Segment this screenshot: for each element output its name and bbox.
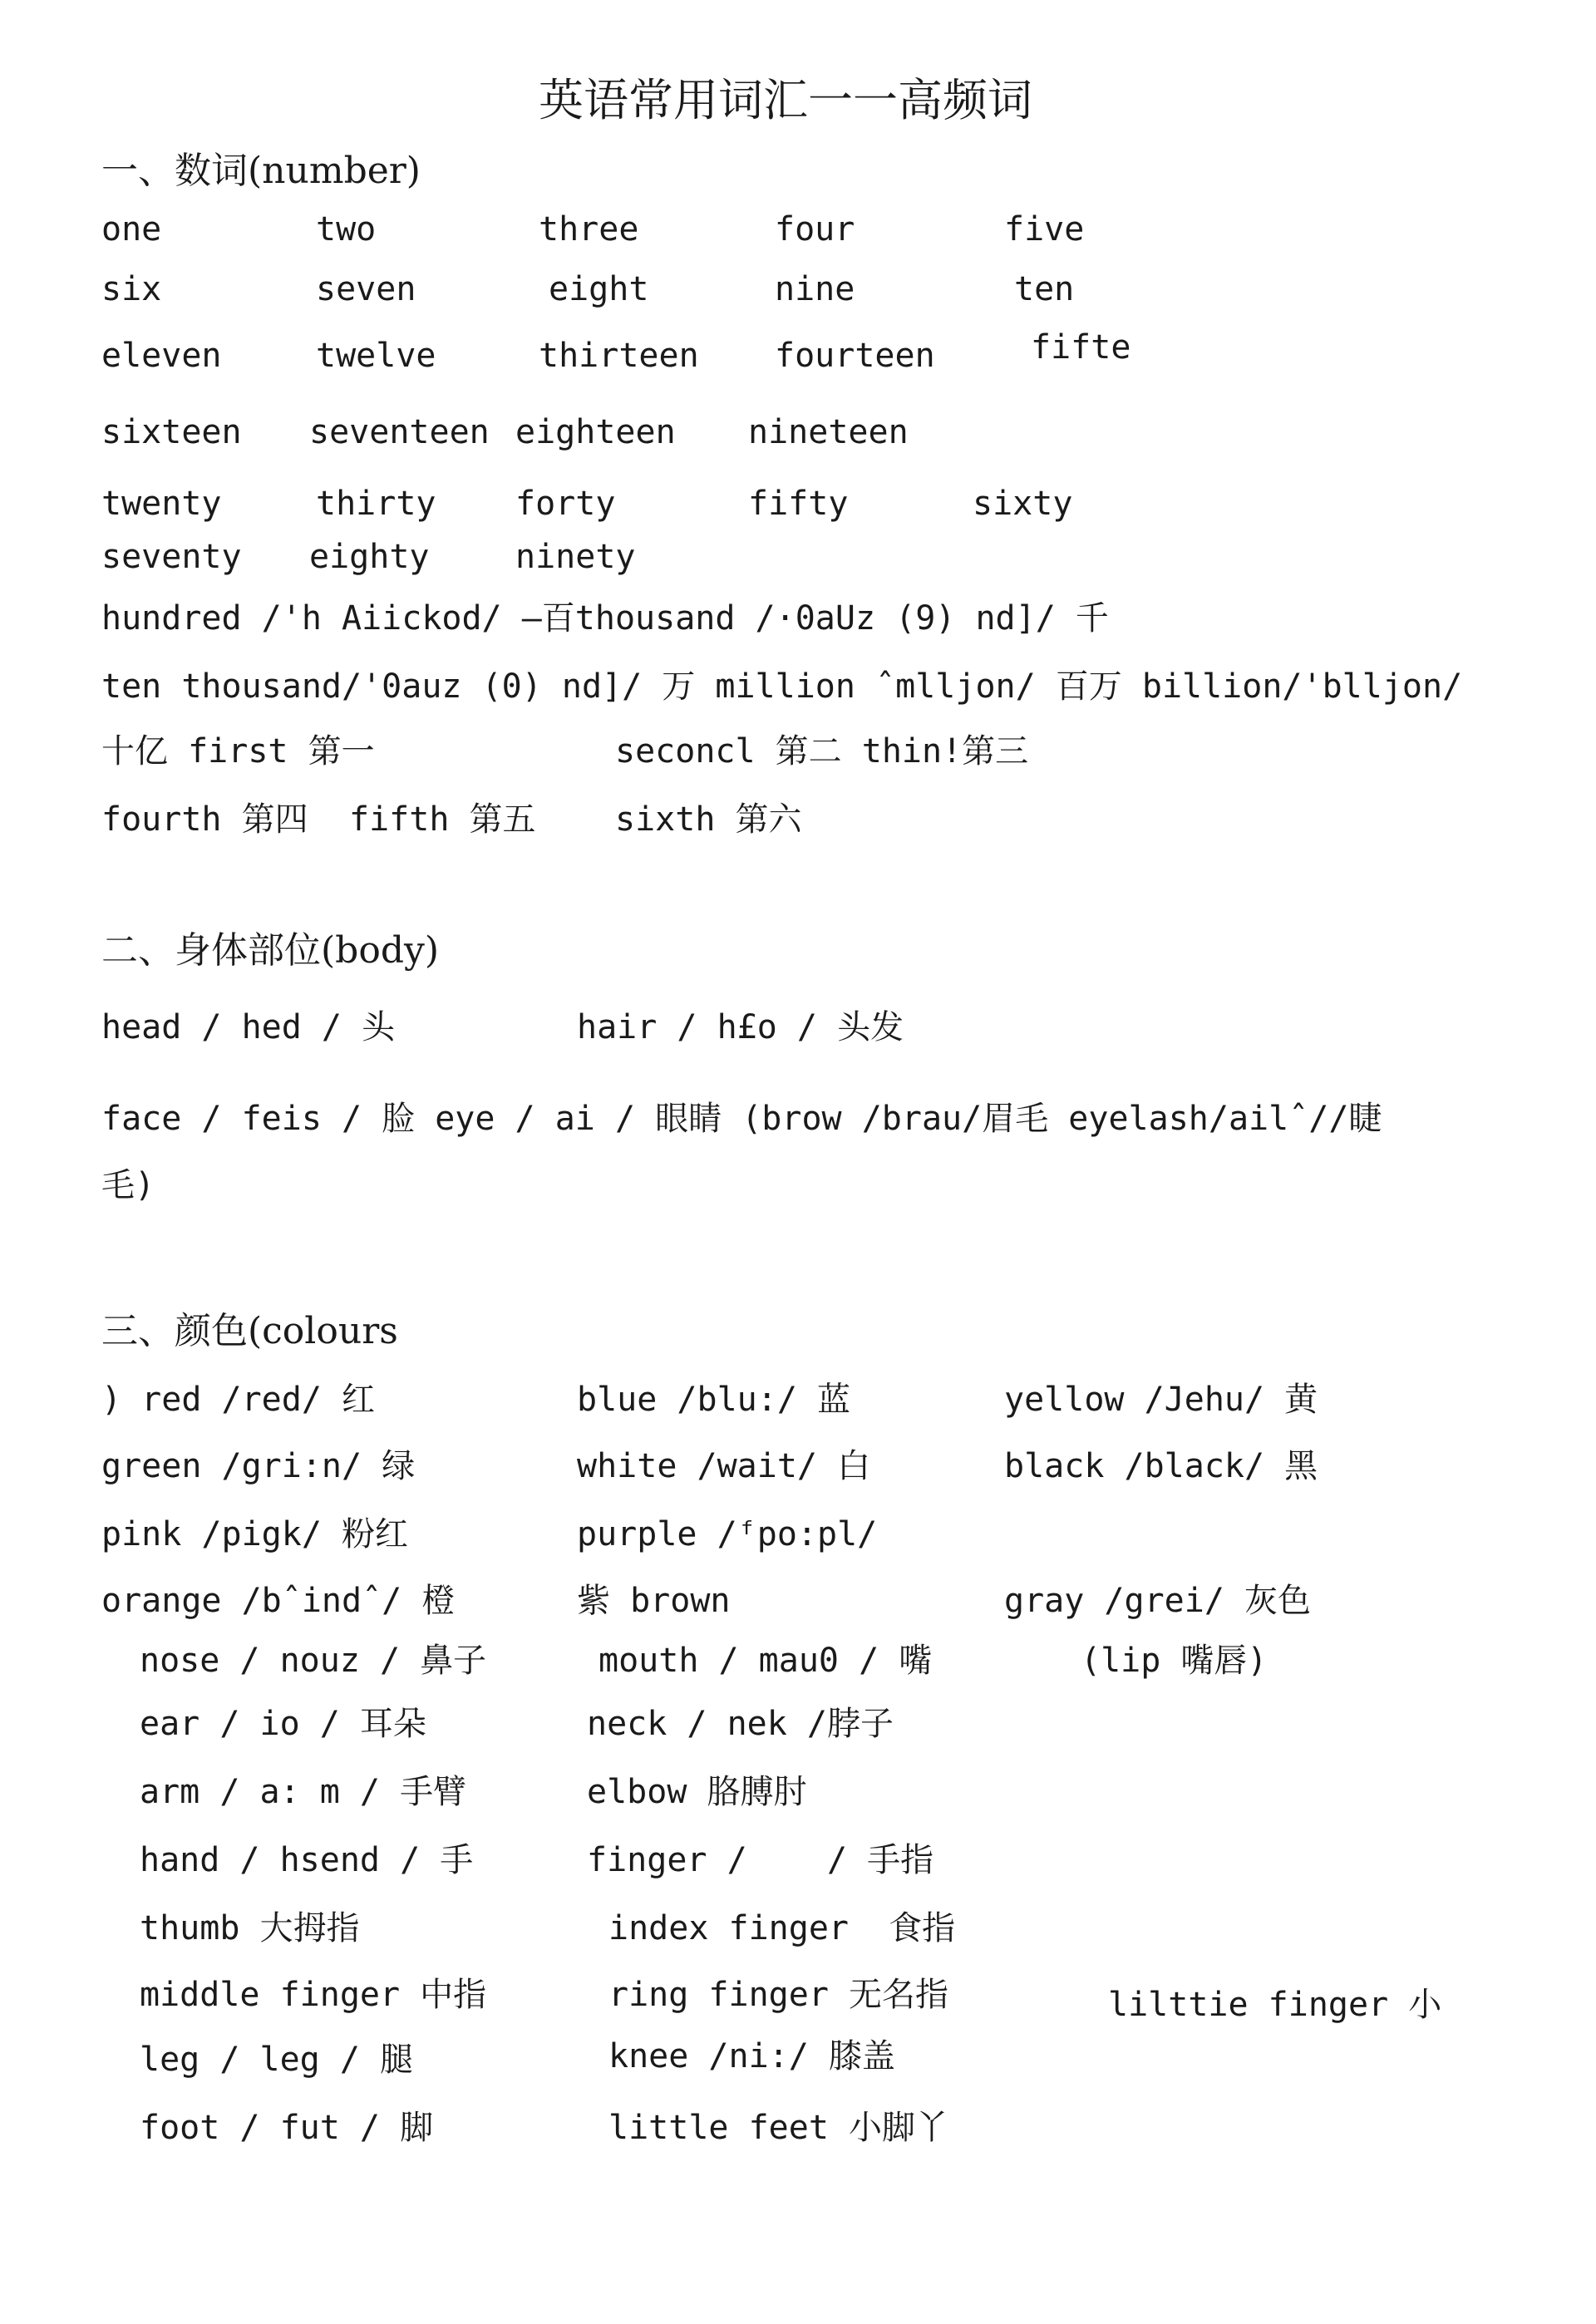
number-word: thirty [316, 485, 436, 523]
number-word: five [1004, 210, 1085, 249]
number-word: eighteen [515, 413, 676, 451]
body-part-entry: little feet 小脚丫 [608, 2109, 948, 2147]
body-part-entry: hand / hsend / 手 [140, 1841, 474, 1879]
colour-entry: 紫 brown [577, 1582, 731, 1620]
colour-entry: purple /ᶠpo:pl/ [577, 1515, 878, 1553]
number-line-ten-thousand: ten thousand/'0auz (0) nd]/ 万 million ˆmlljon/ 百万 billion/'blljon/ [101, 667, 1463, 706]
number-word: three [539, 210, 639, 249]
number-word: forty [515, 485, 616, 523]
number-word: twelve [316, 337, 436, 375]
colour-entry: pink /pigk/ 粉红 [101, 1515, 408, 1553]
ordinal-line: sixth 第六 [615, 800, 802, 839]
body-part-entry: ring finger 无名指 [608, 1976, 948, 2014]
ordinal-line: fifth 第五 [349, 800, 536, 839]
colour-entry: blue /blu:/ 蓝 [577, 1381, 850, 1419]
number-word: seventy [101, 538, 242, 576]
vocab-entry: head / hed / 头 [101, 1008, 396, 1046]
body-part-entry: neck / nek /脖子 [587, 1705, 894, 1743]
number-word: ten [1014, 270, 1075, 308]
vocab-line: face / feis / 脸 eye / ai / 眼睛 (brow /brau/眉毛 eyelash/ailˆ//睫 [101, 1100, 1382, 1138]
section-heading-body: 二、身体部位(body) [101, 929, 440, 972]
colour-entry: green /gri:n/ 绿 [101, 1447, 416, 1485]
colour-entry: black /black/ 黑 [1004, 1447, 1318, 1485]
number-word: fifte [1031, 328, 1131, 367]
ordinal-line: 十亿 first 第一 [101, 732, 375, 771]
body-part-entry: mouth / mau0 / 嘴 [598, 1642, 933, 1680]
number-word: twenty [101, 485, 222, 523]
number-word: nineteen [748, 413, 909, 451]
section-heading-colours: 三、颜色(colours [101, 1310, 398, 1352]
number-word: two [316, 210, 377, 249]
colour-entry: orange /bˆindˆ/ 橙 [101, 1582, 456, 1620]
vocab-entry: hair / h£o / 头发 [577, 1008, 904, 1046]
body-part-entry: middle finger 中指 [140, 1976, 487, 2014]
body-part-entry: arm / a: m / 手臂 [140, 1773, 467, 1811]
colour-entry: white /wait/ 白 [577, 1447, 871, 1485]
number-word: eleven [101, 337, 222, 375]
ordinal-line: fourth 第四 [101, 800, 308, 839]
body-part-entry: elbow 胳膊肘 [587, 1773, 807, 1811]
colour-entry: gray /grei/ 灰色 [1004, 1582, 1311, 1620]
body-part-entry: finger / / 手指 [587, 1841, 934, 1879]
colour-entry: ) red /red/ 红 [101, 1381, 375, 1419]
vocab-line: 毛) [101, 1166, 155, 1204]
number-word: sixteen [101, 413, 242, 451]
body-part-entry: ear / io / 耳朵 [140, 1705, 426, 1743]
number-line-hundred: hundred /'h Aiickod/ —百thousand /·0aUz (9) nd]/ 千 [101, 599, 1109, 638]
body-part-entry: index finger 食指 [608, 1909, 956, 1947]
number-word: one [101, 210, 162, 249]
number-word: six [101, 270, 162, 308]
body-part-entry: (lip 嘴唇) [1081, 1642, 1268, 1680]
body-part-entry: nose / nouz / 鼻子 [140, 1642, 487, 1680]
clipped-entry [1108, 1988, 1457, 2023]
number-word: fourteen [775, 337, 935, 375]
body-part-entry: foot / fut / 脚 [140, 2109, 434, 2147]
body-part-entry: thumb 大拇指 [140, 1909, 360, 1947]
number-word: four [775, 210, 855, 249]
number-word: nine [775, 270, 855, 308]
page-title: 英语常用词汇一一高频词 [539, 74, 1032, 126]
number-word: seven [316, 270, 416, 308]
body-part-entry: knee /ni:/ 膝盖 [608, 2037, 895, 2075]
number-word: fifty [748, 485, 849, 523]
number-word: eighty [309, 538, 430, 576]
number-word: sixty [973, 485, 1073, 523]
colour-entry: yellow /Jehu/ 黄 [1004, 1381, 1318, 1419]
section-heading-number: 一、数词(number) [101, 150, 421, 192]
ordinal-line: seconcl 第二 thin!第三 [615, 732, 1029, 771]
number-word: thirteen [539, 337, 699, 375]
body-part-entry: lilttie finger 小 [1108, 1988, 1442, 2023]
number-word: ninety [515, 538, 636, 576]
number-word: seventeen [309, 413, 490, 451]
body-part-entry: leg / leg / 腿 [140, 2041, 413, 2079]
number-word: eight [549, 270, 649, 308]
